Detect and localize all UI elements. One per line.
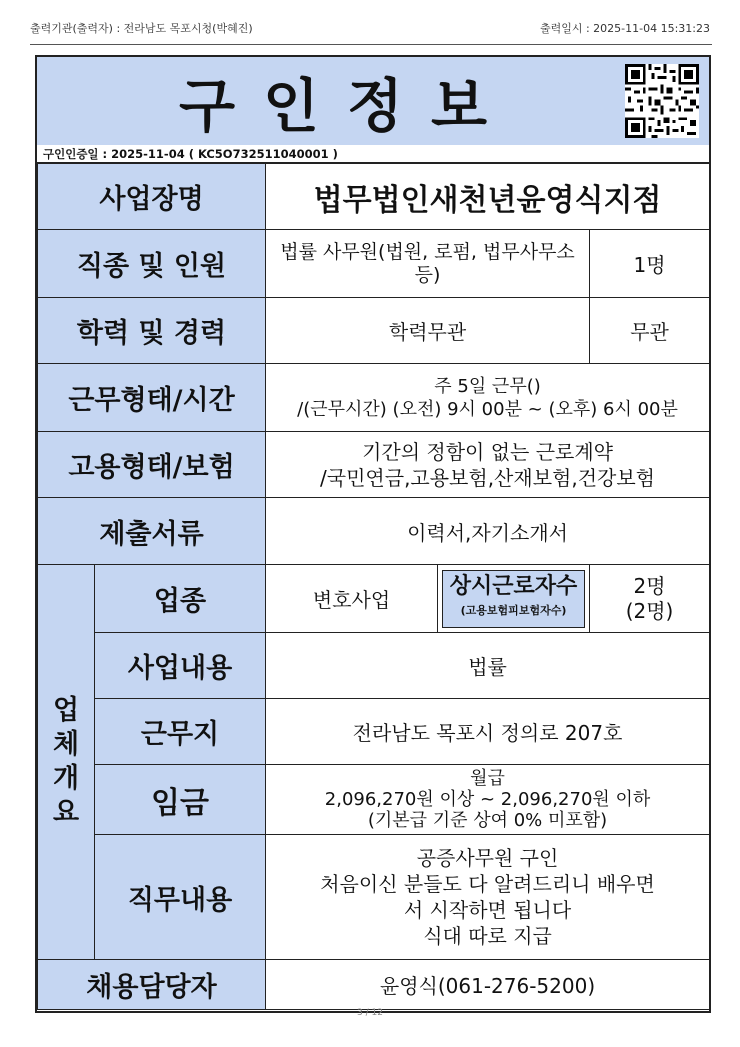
- worktime-days: 주 5일 근무(): [434, 375, 541, 397]
- duties-line-4: 식대 따로 지급: [423, 924, 552, 948]
- employment-insurance: /국민연금,고용보험,산재보험,건강보험: [320, 465, 655, 490]
- row-company: [38, 164, 710, 230]
- workers-count: 2명: [633, 573, 666, 598]
- career-value: 무관: [590, 298, 710, 364]
- duties-line-1: 공증사무원 구인: [416, 846, 559, 870]
- contact-label: 채용담당자: [38, 960, 266, 1010]
- certification-date: 구인인증일 : 2025-11-04 ( KC5O732511040001 ): [37, 145, 709, 163]
- job-info-sheet: [35, 55, 711, 1013]
- qr-code-icon: [625, 64, 699, 138]
- row-job: [38, 230, 710, 298]
- wage-range: 2,096,270원 이상 ~ 2,096,270원 이하: [324, 789, 651, 810]
- row-education: [38, 298, 710, 364]
- row-industry: [38, 565, 710, 633]
- overview-side-label: [38, 565, 95, 960]
- row-documents: [38, 498, 710, 565]
- row-business: [38, 633, 710, 699]
- education-value: 학력무관: [266, 298, 590, 364]
- company-name: 법무법인새천년윤영식지점: [266, 164, 710, 230]
- duties-line-3: 서 시작하면 됩니다: [403, 898, 572, 922]
- header-divider: [30, 44, 712, 45]
- workers-label: 상시근로자수: [449, 573, 578, 599]
- overview-char-2: 체: [52, 729, 80, 760]
- documents-value: 이력서,자기소개서: [266, 498, 710, 565]
- wage-label: 임금: [95, 765, 266, 835]
- worktime-hours: /(근무시간) (오전) 9시 00분 ~ (오후) 6시 00분: [297, 398, 678, 420]
- row-worktime: [38, 364, 710, 432]
- overview-char-4: 요: [52, 797, 80, 828]
- row-location: [38, 699, 710, 765]
- employment-contract: 기간의 정함이 없는 근로계약: [362, 439, 613, 464]
- wage-note: (기본급 기준 상여 0% 미포함): [367, 810, 608, 831]
- row-duties: [38, 835, 710, 960]
- workers-label-cell: [438, 565, 590, 633]
- location-label: 근무지: [95, 699, 266, 765]
- print-agency: 출력기관(출력자) : 전라남도 목포시청(박혜진): [30, 22, 253, 35]
- workers-insured-count: (2명): [625, 598, 674, 623]
- company-label: 사업장명: [38, 164, 266, 230]
- job-info-table: [37, 163, 710, 1010]
- job-title: 법률 사무원(법원, 로펌, 법무사무소 등): [266, 230, 590, 298]
- duties-line-2: 처음이신 분들도 다 알려드리니 배우면: [320, 872, 655, 896]
- print-datetime: 출력일시 : 2025-11-04 15:31:23: [539, 22, 710, 35]
- workers-label-box: [442, 570, 585, 628]
- education-label: 학력 및 경력: [38, 298, 266, 364]
- worktime-label: 근무형태/시간: [38, 364, 266, 432]
- employment-label: 고용형태/보험: [38, 432, 266, 498]
- duties-label: 직무내용: [95, 835, 266, 960]
- contact-value: 윤영식(061-276-5200): [266, 960, 710, 1010]
- duties-value: [266, 835, 710, 960]
- page-title: 구인정보: [178, 72, 516, 140]
- location-value: 전라남도 목포시 정의로 207호: [266, 699, 710, 765]
- wage-value: [266, 765, 710, 835]
- overview-char-3: 개: [52, 763, 80, 794]
- worktime-value: [266, 364, 710, 432]
- business-value: 법률: [266, 633, 710, 699]
- row-employment: [38, 432, 710, 498]
- business-label: 사업내용: [95, 633, 266, 699]
- page-number: 3 / 12: [357, 1008, 383, 1018]
- employment-value: [266, 432, 710, 498]
- row-contact: [38, 960, 710, 1010]
- workers-value: [590, 565, 710, 633]
- job-label: 직종 및 인원: [38, 230, 266, 298]
- documents-label: 제출서류: [38, 498, 266, 565]
- overview-char-1: 업: [52, 695, 80, 726]
- row-wage: [38, 765, 710, 835]
- workers-note: (고용보험피보험자수): [460, 603, 567, 617]
- industry-value: 변호사업: [266, 565, 438, 633]
- industry-label: 업종: [95, 565, 266, 633]
- wage-type: 월급: [470, 768, 505, 789]
- job-headcount: 1명: [590, 230, 710, 298]
